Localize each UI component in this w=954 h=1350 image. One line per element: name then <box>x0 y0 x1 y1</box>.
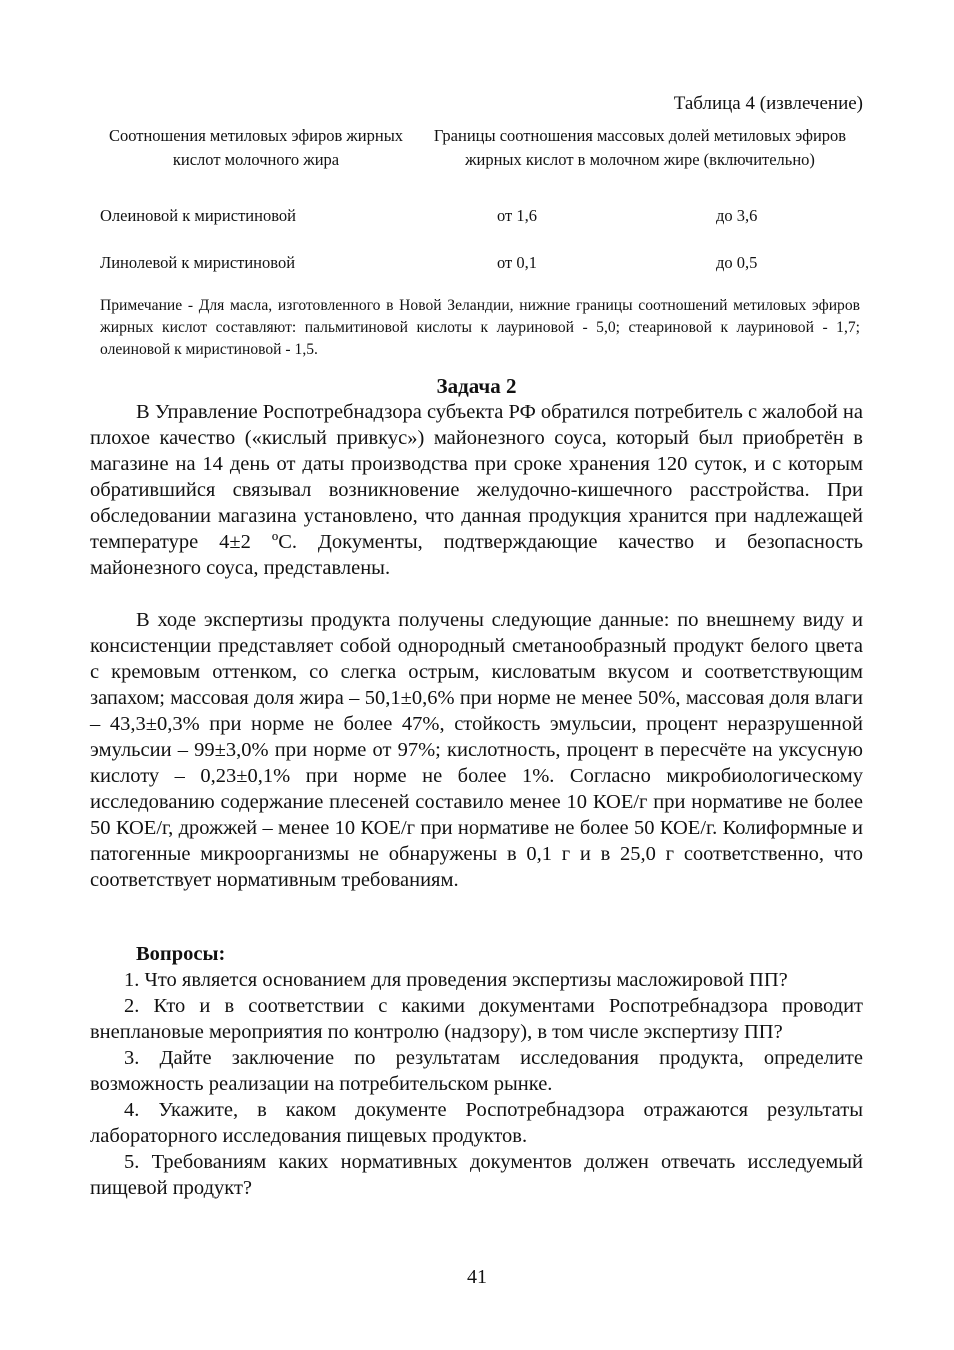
page-number: 41 <box>467 1266 487 1288</box>
table-header-limits: Границы соотношения массовых долей метиловых эфиров жирных кислот в молочном жире (включительно) <box>433 126 847 169</box>
table-row <box>0 204 954 228</box>
table-cell-to: до 3,6 <box>716 206 758 225</box>
table-cell-ratio: Олеиновой к миристиновой <box>100 206 296 225</box>
question-item: 5. Требованиям каких нормативных документов должен отвечать исследуемый пищевой продукт? <box>90 1151 863 1199</box>
task-title: Задача 2 <box>436 374 517 398</box>
task-paragraph-complaint: В Управление Роспотребнадзора субъекта РФ обратился потребитель с жалобой на плохое качество («кислый привкус») майонезного соуса, который был приобретён в магазине на 14 день от даты производства при сроке хранения 120 суток, и с которым обратившийся связывал возникновение желудочно-кишечного расстройства. При обследовании магазина установлено, что данная продукция хранится при надлежащей температуре 4±2 ºС. Документы, подтверждающие качество и безопасность майонезного соуса, представлены. <box>90 401 863 579</box>
table-cell-to: до 0,5 <box>716 253 758 272</box>
question-item: 2. Кто и в соответствии с какими документами Роспотребнадзора проводит внеплановые мероприятия по контролю (надзору), в том числе экспертизу ПП? <box>90 995 863 1043</box>
question-item: 4. Укажите, в каком документе Роспотребнадзора отражаются результаты лабораторного исследования пищевых продуктов. <box>90 1099 863 1147</box>
table-cell-from: от 0,1 <box>497 253 537 272</box>
table-note: Примечание - Для масла, изготовленного в Новой Зеландии, нижние границы соотношений метиловых эфиров жирных кислот составляют: пальмитиновой кислоты к лауриновой - 5,0; стеариновой к лауриновой - 1,7; олеиновой к миристиновой - 1,5. <box>100 297 860 358</box>
questions-heading: Вопросы: <box>136 943 226 965</box>
table-cell-ratio: Линолевой к миристиновой <box>100 253 296 272</box>
table-caption: Таблица 4 (извлечение) <box>673 93 863 114</box>
table-header-ratio: Соотношения метиловых эфиров жирных кислот молочного жира <box>108 126 404 169</box>
task-paragraph-expertise: В ходе экспертизы продукта получены следующие данные: по внешнему виду и консистенции представляет собой однородный сметанообразный продукт белого цвета с кремовым оттенком, со слегка острым, кисловатым вкусом и соответствующим запахом; массовая доля жира – 50,1±0,6% при норме не менее 50%, массовая доля влаги – 43,3±0,3% при норме не более 47%, стойкость эмульсии, процент неразрушенной эмульсии – 99±3,0% при норме от 97%; кислотность, процент в пересчёте на уксусную кислоту – 0,23±0,1% при норме не более 1%. Согласно микробиологическому исследованию содержание плесеней составило менее 10 КОЕ/г при нормативе не более 50 КОЕ/г, дрожжей – менее 10 КОЕ/г при нормативе не более 50 КОЕ/г. Колиформные и патогенные микроорганизмы не обнаружены в 0,1 г и в 25,0 г соответственно, что соответствует нормативным требованиям. <box>90 609 863 891</box>
question-item: 1. Что является основанием для проведения экспертизы масложировой ПП? <box>124 969 788 991</box>
question-item: 3. Дайте заключение по результатам исследования продукта, определите возможность реализации на потребительском рынке. <box>90 1047 863 1095</box>
table-row <box>0 251 954 275</box>
table-cell-from: от 1,6 <box>497 206 537 225</box>
